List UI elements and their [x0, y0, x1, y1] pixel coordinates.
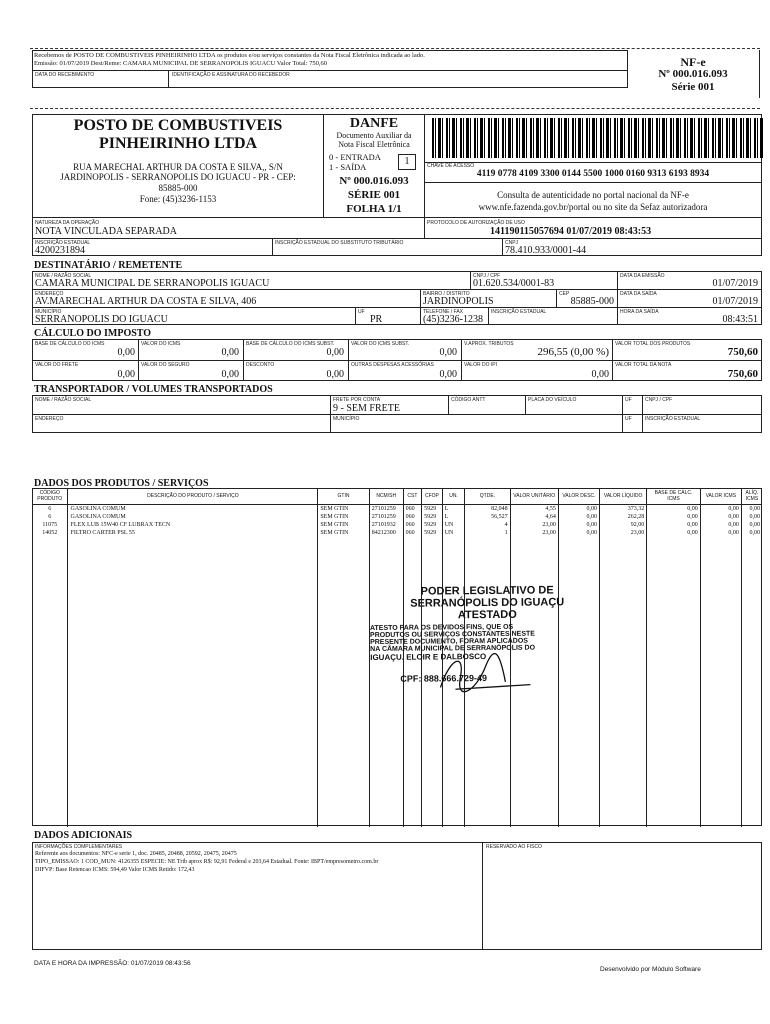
tax-ipi-label: VALOR DO IPI — [464, 362, 497, 368]
cut-dash — [30, 108, 760, 109]
dest-fone-label: TELEFONE / FAX — [423, 309, 464, 315]
emitter-addr1: RUA MARECHAL ARTHUR DA COSTA E SILVA,, S/N — [73, 162, 283, 172]
col-valor-desc: VALOR DESC. — [558, 488, 599, 505]
dest-cnpj-label: CNPJ / CPF — [473, 273, 501, 279]
dest-cep: 85885-000 — [570, 296, 614, 307]
dest-uf: PR — [370, 314, 383, 325]
tax-frete-label: VALOR DO FRETE — [35, 362, 79, 368]
danfe-entrada: 0 - ENTRADA — [329, 152, 381, 162]
prot-value: 141190115057694 01/07/2019 08:43:53 — [490, 226, 652, 237]
danfe-tipo: 1 — [404, 156, 410, 167]
receipt-nfe: NF-e — [680, 55, 706, 69]
transp-uf-label: UF — [625, 397, 632, 403]
tax-trib: 296,55 (0,00 %) — [537, 346, 609, 358]
signature-mark — [430, 647, 540, 698]
tax-frete: 0,00 — [117, 369, 135, 380]
danfe-serie: SÉRIE 001 — [347, 189, 401, 201]
tax-section: CÁLCULO DO IMPOSTO — [34, 328, 152, 339]
access-key: 4119 0778 4109 3300 0144 5500 1000 0160 9313 6193 8934 — [476, 169, 710, 179]
top-dash — [30, 48, 760, 49]
fisco-label: RESERVADO AO FISCO — [486, 844, 542, 850]
tax-desc-label: DESCONTO — [246, 362, 275, 368]
dest-uf-label: UF — [358, 309, 365, 315]
col-un: UN. — [442, 488, 465, 505]
access-barcode — [432, 118, 764, 158]
products-section: DADOS DOS PRODUTOS / SERVIÇOS — [34, 478, 209, 489]
dest-bairro: JARDINOPOLIS — [423, 296, 494, 307]
tax-icms: 0,00 — [221, 347, 239, 358]
info-line3: DIFVP: Base Retencao ICMS: 594,49 Valor ICMS Retido: 172,43 — [35, 867, 195, 873]
dest-ie-label: INSCRIÇÃO ESTADUAL — [491, 309, 547, 315]
developer-credit: Desenvolvido por Módulo Software — [600, 966, 701, 973]
receipt-number: Nº 000.016.093 — [658, 68, 728, 80]
emitter-name1: POSTO DE COMBUSTIVEIS — [73, 117, 283, 134]
tax-bc-st: 0,00 — [326, 347, 344, 358]
tax-outras: 0,00 — [439, 369, 457, 380]
cnpj-label: CNPJ — [505, 240, 519, 246]
dest-mun: SERRANOPOLIS DO IGUACU — [35, 314, 168, 325]
tax-st: 0,00 — [439, 347, 457, 358]
prot-label: PROTOCOLO DE AUTORIZAÇÃO DE USO — [427, 220, 525, 226]
transp-uf2-label: UF — [625, 416, 632, 422]
dest-emis: 01/07/2019 — [712, 278, 758, 289]
dest-section: DESTINATÁRIO / REMETENTE — [34, 260, 183, 271]
receipt-sign-label: IDENTIFICAÇÃO E ASSINATURA DO RECEBEDOR — [172, 72, 290, 78]
transp-mun-label: MUNICÍPIO — [333, 416, 360, 422]
receipt-line2: Emissão: 01/07/2019 Dest/Reme: CAMARA MUNICIPAL DE SERRANOPOLIS IGUACU Valor Total: 750,60 — [34, 60, 327, 67]
receipt-date-label: DATA DO RECEBIMENTO — [35, 72, 95, 78]
col-valor-liq: VALOR LÍQUIDO — [600, 488, 647, 505]
transp-section: TRANSPORTADOR / VOLUMES TRANSPORTADOS — [34, 384, 273, 395]
tax-nota-label: VALOR TOTAL DA NOTA — [615, 362, 672, 368]
attestation-stamp: PODER LEGISLATIVO DE SERRANÓPOLIS DO IGUAÇU ATESTADO ATESTO PARA OS DEVIDOS FINS, QUE OS PRODUTOS OU SERVIÇOS CONSTANTES NESTE PRESENTE DOCUMENTO, FORAM APLICADOS NA CÂMARA MUNICIPAL DE SERRANÓPOLIS DO IGUAÇU. ELOIR E DALBOSCO CPF: 888.666.729-49 — [370, 584, 606, 684]
col-base-icms: BASE DE CÁLC. ICMS — [647, 488, 700, 505]
transp-addr-label: ENDEREÇO — [35, 416, 64, 422]
print-timestamp: DATA E HORA DA IMPRESSÃO: 01/07/2019 08:43:56 — [34, 960, 191, 967]
nat-value: NOTA VINCULADA SEPARADA — [35, 226, 177, 237]
nat-label: NATUREZA DA OPERAÇÃO — [35, 220, 100, 226]
dest-name-label: NOME / RAZÃO SOCIAL — [35, 273, 92, 279]
tax-prod-label: VALOR TOTAL DOS PRODUTOS — [615, 341, 691, 347]
transp-placa-label: PLACA DO VEÍCULO — [528, 397, 577, 403]
col-gtin: GTIN — [318, 488, 369, 505]
danfe-sub2: Nota Fiscal Eletrônica — [338, 140, 410, 149]
tax-bc-icms-label: BASE DE CÁLCULO DO ICMS — [35, 341, 105, 347]
table-row: 11075 FLEX LUB 15W40 CF LUBRAX TECN SEM GTIN 27101932 060 5929 UN 4 23,00 0,00 92,00 0,00 0,00 0,00 — [32, 521, 762, 529]
transp-antt-label: CÓDIGO ANTT — [451, 397, 486, 403]
col-cst: CST — [403, 488, 422, 505]
tax-st-label: VALOR DO ICMS SUBST. — [351, 341, 410, 347]
tax-seguro: 0,00 — [221, 369, 239, 380]
receipt-serie: Série 001 — [671, 81, 715, 93]
col-ncm: NCM/SH — [369, 488, 403, 505]
tax-ipi: 0,00 — [591, 369, 609, 380]
info-line1: Referente aos documentos: NFC-e serie 1, doc. 20485, 20488, 20592, 20475, 20475 — [35, 851, 237, 857]
tax-outras-label: OUTRAS DESPESAS ACESSÓRIAS — [351, 362, 434, 368]
dest-name: CAMARA MUNICIPAL DE SERRANOPOLIS IGUACU — [35, 278, 270, 289]
dest-saida-label: DATA DA SAÍDA — [620, 291, 657, 297]
tax-seguro-label: VALOR DO SEGURO — [141, 362, 190, 368]
transp-frete-label: FRETE POR CONTA — [333, 397, 381, 403]
emitter-name2: PINHEIRINHO LTDA — [98, 135, 258, 152]
access-consult1: Consulta de autenticidade no portal nacional da NF-e — [497, 190, 689, 200]
dest-bairro-label: BAIRRO / DISTRITO — [423, 291, 470, 297]
dest-mun-label: MUNICÍPIO — [35, 309, 62, 315]
dest-addr: AV.MARECHAL ARTHUR DA COSTA E SILVA, 406 — [35, 296, 257, 307]
table-row: 14052 FILTRO CARTER PSL 55 SEM GTIN 84212300 060 5929 UN 1 23,00 0,00 23,00 0,00 0,00 0,00 — [32, 529, 762, 537]
emitter-addr3: 85885-000 — [158, 183, 198, 193]
iest-label: INSCRIÇÃO ESTADUAL DO SUBSTITUTO TRIBUTÁRIO — [275, 240, 404, 246]
col-aliq-icms: ALÍQ. ICMS — [741, 488, 762, 505]
dest-cep-label: CEP — [559, 291, 570, 297]
danfe-saida: 1 - SAÍDA — [329, 162, 367, 172]
dest-hora-label: HORA DA SAÍDA — [620, 309, 659, 315]
ie-value: 4200231894 — [35, 245, 85, 256]
tax-trib-label: V.APROX. TRIBUTOS — [464, 341, 514, 347]
ie-label: INSCRIÇÃO ESTADUAL — [35, 240, 91, 246]
col-codigo: CÓDIGO PRODUTO — [32, 488, 68, 505]
tax-nota: 750,60 — [727, 368, 758, 380]
danfe-sub1: Documento Auxiliar da — [336, 131, 412, 140]
transp-cnpj-label: CNPJ / CPF — [645, 397, 673, 403]
dest-addr-label: ENDEREÇO — [35, 291, 64, 297]
danfe-folha: FOLHA 1/1 — [346, 203, 402, 215]
transp-name-label: NOME / RAZÃO SOCIAL — [35, 397, 92, 403]
dest-saida: 01/07/2019 — [712, 296, 758, 307]
tax-bc-st-label: BASE DE CÁLCULO DO ICMS SUBST. — [246, 341, 335, 347]
col-cfop: CFOP — [422, 488, 443, 505]
tax-prod: 750,60 — [727, 346, 758, 358]
receipt-line1: Recebemos de POSTO DE COMBUSTIVEIS PINHEIRINHO LTDA os produtos e/ou serviços constantes da Nota Fiscal Eletrônica indicada ao lado. — [34, 52, 425, 59]
transp-ie-label: INSCRIÇÃO ESTADUAL — [645, 416, 701, 422]
transp-frete: 9 - SEM FRETE — [333, 403, 400, 414]
table-row: 6 GASOLINA COMUM SEM GTIN 27101259 060 5929 L 56,527 4,64 0,00 262,28 0,00 0,00 0,00 — [32, 513, 762, 521]
dest-hora: 08:43:51 — [722, 314, 758, 325]
access-consult2: www.nfe.fazenda.gov.br/portal ou no site da Sefaz autorizadora — [478, 202, 708, 212]
access-key-label: CHAVE DE ACESSO — [427, 163, 475, 169]
danfe-number: Nº 000.016.093 — [339, 175, 409, 187]
dest-cnpj: 01.620.534/0001-83 — [473, 278, 555, 289]
col-valor-unit: VALOR UNITÁRIO — [510, 488, 558, 505]
dest-fone: (45)3236-1238 — [423, 314, 483, 325]
info-label: INFORMAÇÕES COMPLEMENTARES — [35, 844, 123, 850]
tax-icms-label: VALOR DO ICMS — [141, 341, 181, 347]
danfe-title: DANFE — [349, 116, 399, 131]
table-row: 6 GASOLINA COMUM SEM GTIN 27101259 060 5929 L 82,048 4,55 0,00 373,32 0,00 0,00 0,00 — [32, 505, 762, 514]
emitter-addr2: JARDINOPOLIS - SERRANOPOLIS DO IGUACU - PR - CEP: — [60, 172, 296, 182]
tax-desc: 0,00 — [326, 369, 344, 380]
emitter-phone: Fone: (45)3236-1153 — [139, 194, 217, 204]
col-qtde: QTDE. — [465, 488, 510, 505]
col-descricao: DESCRIÇÃO DO PRODUTO / SERVIÇO — [68, 488, 318, 505]
tax-bc-icms: 0,00 — [117, 347, 135, 358]
info-line2: TIPO_EMISSAO: 1 COD_MUN: 4126355 ESPECIE: NE Trib aprox R$: 92,91 Federal e 203,64 Estadual. Fonte: IBPT/empresometro.com.br — [35, 859, 379, 865]
dest-emis-label: DATA DA EMISSÃO — [620, 273, 665, 279]
col-valor-icms: VALOR ICMS — [700, 488, 741, 505]
cnpj-value: 78.410.933/0001-44 — [505, 245, 587, 256]
additional-section: DADOS ADICIONAIS — [34, 830, 133, 841]
